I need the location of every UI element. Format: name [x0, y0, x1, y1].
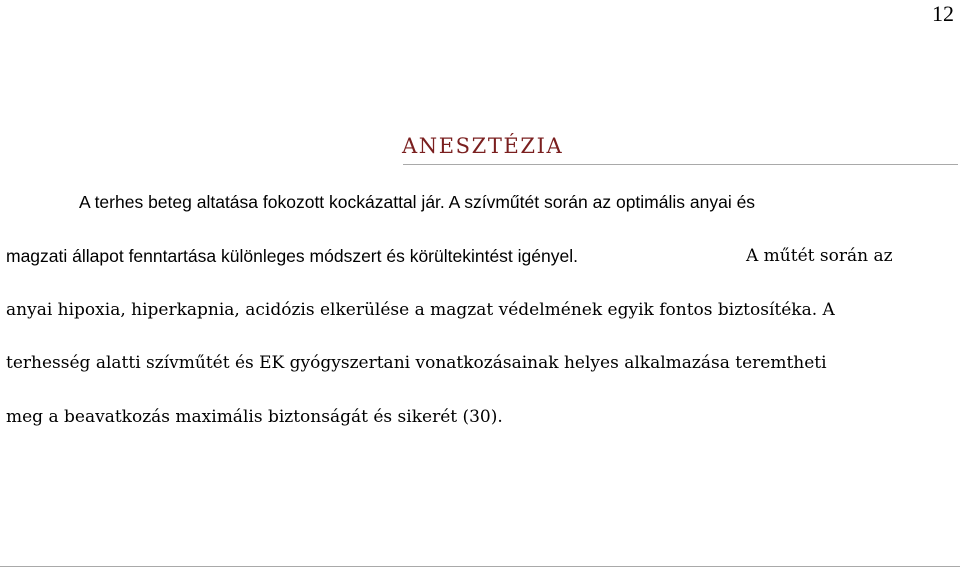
paragraph-line-2: magzati állapot fenntartása különleges módszert és körültekintést igényel. [6, 246, 578, 266]
page-bottom-rule [0, 566, 960, 567]
paragraph-line-3: anyai hipoxia, hiperkapnia, acidózis elkerülése a magzat védelmének egyik fontos biztosítéka. A [6, 300, 835, 320]
page-number: 12 [932, 1, 954, 26]
paragraph-line-5: meg a beavatkozás maximális biztonságát és sikerét (30). [6, 407, 503, 427]
heading-underline-rule [403, 164, 958, 165]
paragraph-line-2-continuation: A műtét során az [746, 246, 893, 266]
paragraph-line-1: A terhes beteg altatása fokozott kockázattal jár. A szívműtét során az optimális anyai és [79, 192, 756, 212]
section-heading: ANESZTÉZIA [402, 134, 564, 158]
paragraph-line-4: terhesség alatti szívműtét és EK gyógyszertani vonatkozásainak helyes alkalmazása teremtheti [6, 353, 827, 373]
